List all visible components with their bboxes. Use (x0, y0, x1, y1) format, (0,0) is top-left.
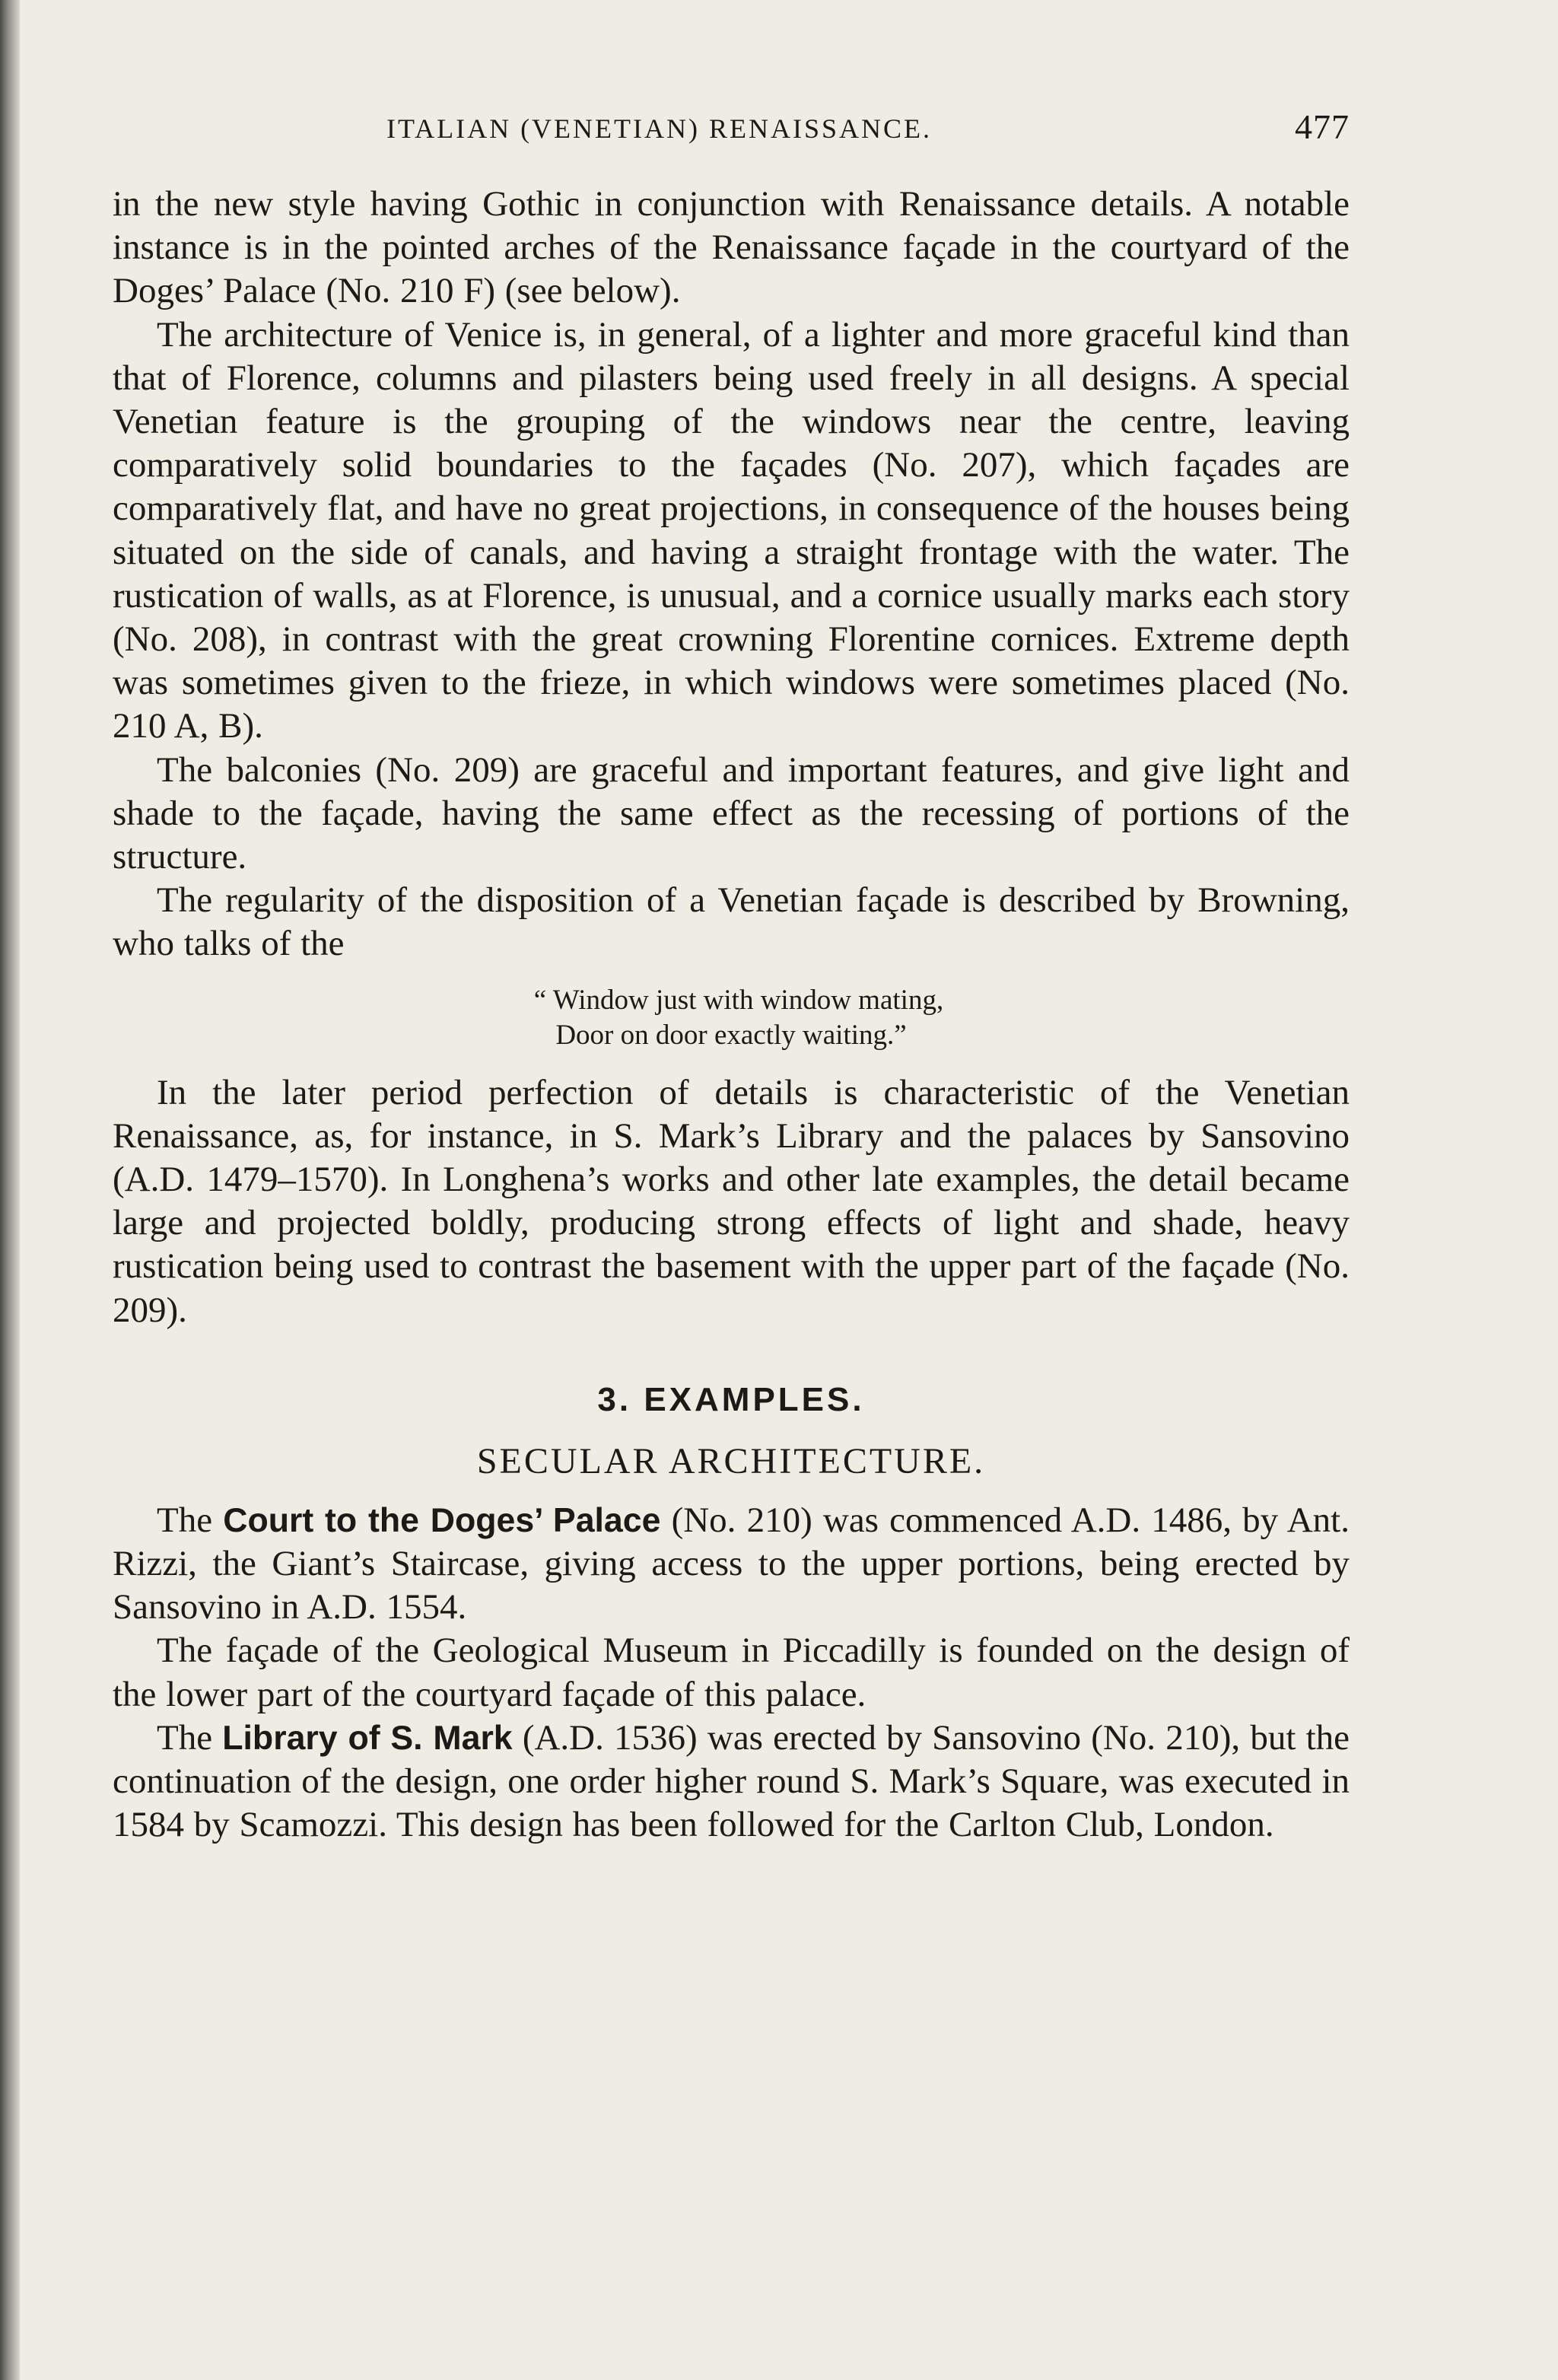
paragraph-doges-palace (113, 1499, 1350, 1630)
paragraph-gothic-details: in the new style having Gothic in conjunction with Renaissance details. A notable instance is in the pointed arches of the Renaissance façade in the courtyard of the Doges’ Palace (No. 210 F) (see below). (113, 184, 1350, 311)
body-text (113, 183, 1350, 1847)
book-binding-shadow (0, 0, 20, 2380)
paragraph-balconies: The balconies (No. 209) are graceful and important features, and give light and shade to the façade, having the same effect as the recessing of portions of the structure. (113, 749, 1350, 877)
paragraph-browning: The regularity of the disposition of a Venetian façade is described by Browning, who talks of the (113, 880, 1350, 964)
paragraph-geological-museum: The façade of the Geological Museum in Piccadilly is founded on the design of the lower part of the courtyard façade of this palace. (113, 1631, 1350, 1714)
text-run: (A.D. 1536) was erected by Sansovino (No. 210), but the continuation of the design, one order higher round S. Mark’s Square, was executed in 1584 by Scamozzi. This design has been followed for the Carlton Club, London. (113, 1717, 1350, 1845)
running-head (113, 107, 1350, 160)
page-number: 477 (1295, 107, 1350, 146)
paragraph-library-s-mark (113, 1717, 1350, 1847)
browning-quote (113, 983, 1350, 1053)
quote-line: “ Window just with window mating, (533, 984, 944, 1016)
text-run: The (157, 1717, 213, 1758)
section-heading: 3. EXAMPLES. (597, 1380, 865, 1418)
bold-term-doges-court: Court to the Doges’ Palace (223, 1501, 661, 1539)
quote-line: Door on door exactly waiting.” (555, 1019, 907, 1051)
bold-term-library: Library of S. Mark (222, 1719, 513, 1757)
text-run: The (157, 1500, 213, 1540)
running-title: ITALIAN (VENETIAN) RENAISSANCE. (386, 113, 933, 144)
paragraph-venice-architecture: The architecture of Venice is, in general, of a lighter and more graceful kind than that of Florence, columns and pilasters being used freely in all designs. A special Venetian feature is the grouping of the windows near the centre, leaving comparatively solid boundaries to the façades (No. 207), which façades are comparatively flat, and have no great projections, in consequence of the houses being situated on the side of canals, and having a straight frontage with the water. The rustication of walls, as at Florence, is unusual, and a cornice usually marks each story (No. 208), in contrast with the great crowning Florentine cornices. Extreme depth was sometimes given to the frieze, in which windows were sometimes placed (No. 210 A, B). (113, 314, 1350, 746)
section-subheading: SECULAR ARCHITECTURE. (476, 1440, 986, 1481)
text-run: (No. 210) was commenced A.D. 1486, by Ant. Rizzi, the Giant’s Staircase, giving access to the upper portions, being erected by Sansovino in A.D. 1554. (113, 1500, 1350, 1628)
paragraph-later-period: In the later period perfection of details is characteristic of the Venetian Renaissance, as, for instance, in S. Mark’s Library and the palaces by Sansovino (A.D. 1479–1570). In Longhena’s works and other late examples, the detail became large and projected boldly, producing strong effects of light and shade, heavy rustication being used to contrast the basement with the upper part of the façade (No. 209). (113, 1072, 1350, 1330)
